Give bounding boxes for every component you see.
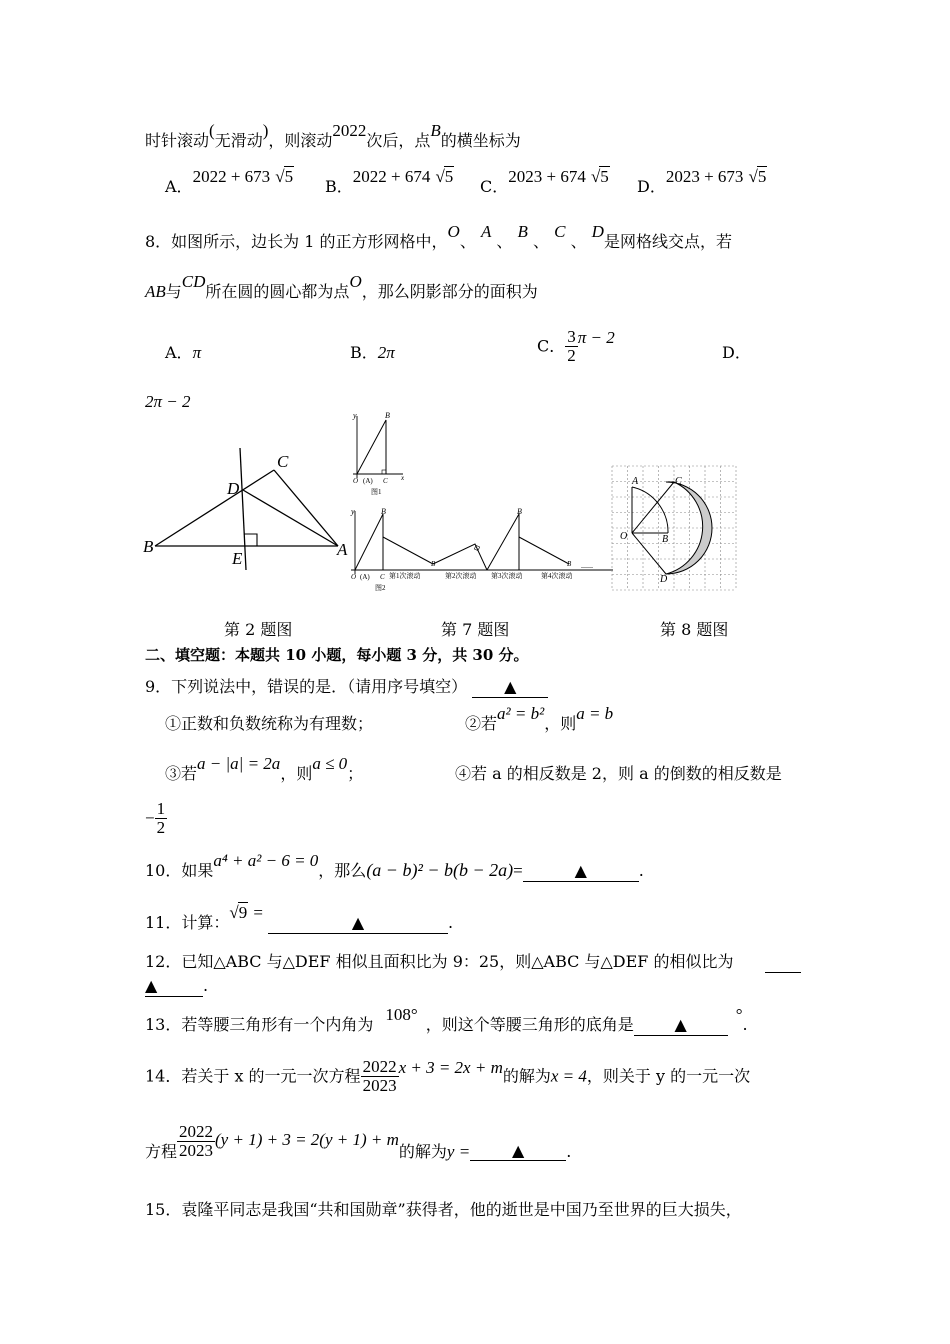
svg-text:第2次滚动: 第2次滚动 bbox=[445, 572, 477, 580]
svg-text:C: C bbox=[383, 477, 388, 485]
svg-text:B: B bbox=[662, 534, 669, 545]
q9-statement-1: ①正数和负数统称为有理数； bbox=[165, 714, 374, 733]
q12-line2: ▲ . bbox=[145, 976, 209, 995]
arc-ab: AB bbox=[145, 282, 166, 301]
q10-line: 10．如果a⁴ + a² − 6 = 0，那么(a − b)² − b(b − 2a)= ▲ . bbox=[145, 851, 644, 880]
q9-statement-4: ④若 a 的相反数是 2，则 a 的倒数的相反数是 bbox=[455, 764, 782, 783]
q8-option-b: B．2π bbox=[350, 343, 395, 362]
svg-text:x: x bbox=[401, 474, 405, 482]
svg-text:B: B bbox=[381, 507, 386, 516]
q11-line: 11．计算：√9 = ▲ . bbox=[145, 903, 454, 932]
svg-text:D: D bbox=[660, 574, 668, 585]
svg-text:B: B bbox=[431, 560, 436, 568]
svg-text:O: O bbox=[620, 531, 628, 542]
fig2-side-bc bbox=[155, 470, 274, 546]
q9-stem: 9．下列说法中，错误的是．（请用序号填空） ▲ bbox=[145, 677, 548, 698]
answer-blank[interactable]: ▲ bbox=[145, 976, 203, 997]
q8-option-c: C． $\frac{3}{2}$ π − 2 bbox=[537, 327, 615, 365]
answer-blank[interactable]: ▲ bbox=[523, 861, 639, 882]
q9-neg-half: − $\frac{1}{2}$ bbox=[145, 799, 166, 837]
fig8-grid-figure bbox=[610, 464, 738, 592]
q8-option-d-value: 2π − 2 bbox=[145, 392, 191, 411]
svg-text:y: y bbox=[351, 507, 355, 516]
svg-text:y: y bbox=[353, 411, 357, 420]
q14-line1: 14．若关于 x 的一元一次方程 $\frac{2022}{2023}$ x + 3 = 2x + m的解为x = 4，则关于 y 的一元一次 bbox=[145, 1057, 751, 1095]
fig2-triangle bbox=[140, 448, 352, 570]
fig2-right-angle bbox=[244, 534, 257, 546]
q7-option-b: B．2022 + 674 √5 bbox=[325, 167, 454, 196]
svg-text:O: O bbox=[351, 573, 357, 581]
q7-option-a: A．2022 + 673 √5 bbox=[165, 167, 294, 196]
section-heading: 二、填空题：本题共 10 小题，每小题 3 分，共 30 分。 bbox=[145, 646, 529, 664]
arc-cd: CD bbox=[181, 272, 206, 291]
fig2-label-a: A bbox=[337, 540, 348, 559]
q7-option-c: C．2023 + 674 √5 bbox=[480, 167, 609, 196]
svg-text:B: B bbox=[385, 411, 390, 420]
svg-text:O: O bbox=[353, 477, 359, 485]
svg-text:A: A bbox=[632, 476, 639, 487]
q9-statement-3: ③若a − |a| = 2a，则a ≤ 0； bbox=[165, 754, 364, 783]
q8-line2: AB与CD所在圆的圆心都为点O，那么阴影部分的面积为 bbox=[145, 272, 538, 301]
answer-blank[interactable]: ▲ bbox=[470, 1142, 566, 1161]
q7-option-d: D．2023 + 673 √5 bbox=[637, 167, 767, 196]
svg-text:(A): (A) bbox=[360, 573, 370, 581]
q7-tail-line: 时针滚动(无滑动)，则滚动2022次后，点B的横坐标为 bbox=[145, 121, 521, 150]
svg-text:C: C bbox=[675, 476, 682, 487]
q14-line2: 方程 $\frac{2022}{2023}$ (y + 1) + 3 = 2(y + 1) + m的解为y = ▲ . bbox=[145, 1122, 572, 1161]
q13-line: 13．若等腰三角形有一个内角为108°，则这个等腰三角形的底角是 ▲°. bbox=[145, 1005, 748, 1034]
q8-option-d: D． bbox=[722, 343, 751, 362]
fig2-label-e: E bbox=[232, 549, 243, 568]
svg-text:......: ...... bbox=[581, 561, 593, 570]
q8-option-a: A．π bbox=[165, 343, 202, 362]
svg-text:图2: 图2 bbox=[375, 584, 386, 592]
fig8-caption: 第 8 题图 bbox=[660, 620, 729, 639]
svg-text:第1次滚动: 第1次滚动 bbox=[389, 572, 421, 580]
answer-blank[interactable]: ▲ bbox=[634, 1015, 728, 1036]
q12-blank-start bbox=[765, 952, 801, 973]
svg-text:第3次滚动: 第3次滚动 bbox=[491, 572, 523, 580]
fig7-caption: 第 7 题图 bbox=[441, 620, 510, 639]
q12-line: 12．已知△ABC 与△DEF 相似且面积比为 9：25，则△ABC 与△DEF 的相似比为 bbox=[145, 952, 734, 971]
fig2-label-c: C bbox=[277, 452, 289, 471]
svg-text:图1: 图1 bbox=[371, 488, 382, 496]
fig2-label-d: D bbox=[227, 479, 240, 498]
fig2-caption: 第 2 题图 bbox=[224, 620, 293, 639]
fig2-label-b: B bbox=[143, 537, 154, 556]
svg-text:(A): (A) bbox=[363, 477, 373, 485]
svg-text:第4次滚动: 第4次滚动 bbox=[541, 572, 573, 580]
answer-blank[interactable]: ▲ bbox=[472, 677, 548, 698]
q15-line: 15．袁隆平同志是我国“共和国勋章”获得者，他的逝世是中国乃至世界的巨大损失， bbox=[145, 1200, 742, 1219]
q8-line1: 8．如图所示，边长为 1 的正方形网格中，O、 A 、 B 、 C 、 D是网格线交点，若 bbox=[145, 222, 732, 251]
svg-text:B: B bbox=[517, 507, 522, 516]
fig2-side-ca bbox=[274, 470, 338, 546]
answer-blank[interactable]: ▲ bbox=[268, 913, 448, 934]
q9-statement-2: ②若a² = b²，则a = b bbox=[465, 704, 614, 733]
svg-text:C: C bbox=[380, 573, 385, 581]
svg-text:B: B bbox=[567, 560, 572, 568]
fig7-rolling-triangle bbox=[345, 408, 615, 613]
